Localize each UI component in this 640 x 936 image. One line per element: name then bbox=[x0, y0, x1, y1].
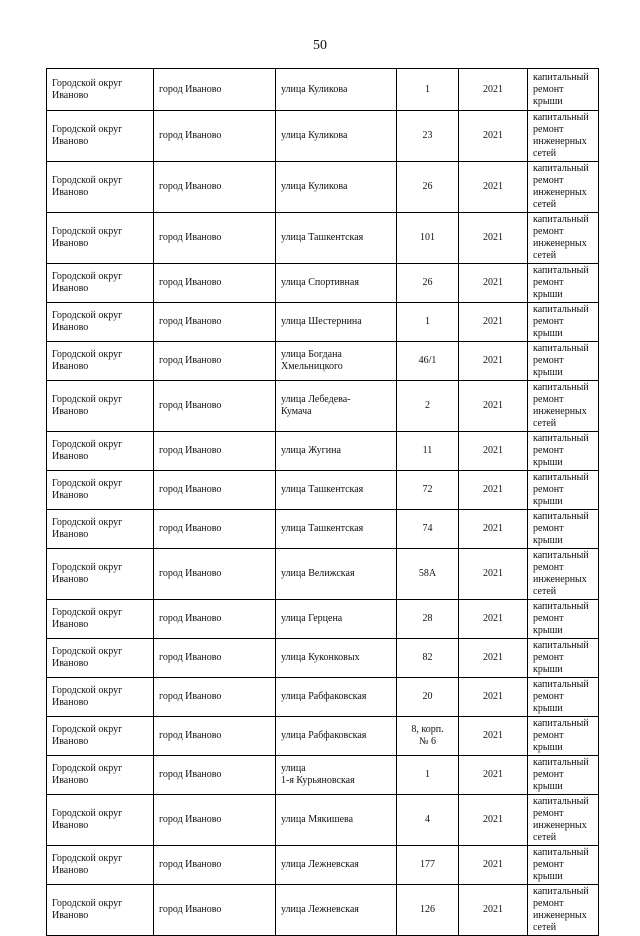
municipal-district-cell-text: Городской округ Иваново bbox=[52, 517, 123, 540]
settlement-cell bbox=[154, 885, 276, 936]
street-cell bbox=[276, 846, 397, 885]
municipal-district-cell-text: Городской округ Иваново bbox=[52, 853, 123, 876]
year-cell-text: 2021 bbox=[483, 730, 503, 741]
house-number-cell-text: 11 bbox=[422, 445, 433, 456]
municipal-district-cell-text: Городской округ Иваново bbox=[52, 607, 123, 630]
year-cell bbox=[459, 678, 528, 717]
repair-type-cell bbox=[528, 846, 599, 885]
settlement-cell bbox=[154, 381, 276, 432]
year-cell bbox=[459, 162, 528, 213]
street-cell-text: улица Куконковых bbox=[281, 652, 360, 663]
house-number-cell bbox=[397, 549, 459, 600]
year-cell-text: 2021 bbox=[483, 613, 503, 624]
municipal-district-cell-text: Городской округ Иваново bbox=[52, 685, 123, 708]
year-cell bbox=[459, 885, 528, 936]
municipal-district-cell-text: Городской округ Иваново bbox=[52, 349, 123, 372]
repair-type-cell-text: капитальный ремонт крыши bbox=[533, 757, 589, 792]
repair-type-cell bbox=[528, 600, 599, 639]
municipal-district-cell-text: Городской округ Иваново bbox=[52, 271, 123, 294]
year-cell-text: 2021 bbox=[483, 814, 503, 825]
house-number-cell bbox=[397, 381, 459, 432]
street-cell-text: улица Лежневская bbox=[281, 904, 359, 915]
table-row bbox=[47, 510, 599, 549]
house-number-cell bbox=[397, 342, 459, 381]
repair-type-cell bbox=[528, 432, 599, 471]
settlement-cell-text: город Иваново bbox=[159, 445, 222, 456]
house-number-cell bbox=[397, 639, 459, 678]
year-cell-text: 2021 bbox=[483, 769, 503, 780]
settlement-cell-text: город Иваново bbox=[159, 83, 222, 95]
year-cell bbox=[459, 342, 528, 381]
settlement-cell-text: город Иваново bbox=[159, 130, 222, 141]
repair-type-cell bbox=[528, 471, 599, 510]
street-cell-text: улица Куликова bbox=[281, 130, 348, 141]
house-number-cell-text: 26 bbox=[422, 277, 433, 288]
settlement-cell-text: город Иваново bbox=[159, 652, 222, 663]
street-cell-text: улица Рабфаковская bbox=[281, 691, 367, 702]
year-cell bbox=[459, 510, 528, 549]
repair-type-cell-text: капитальный ремонт крыши bbox=[533, 304, 589, 339]
year-cell-text: 2021 bbox=[483, 400, 503, 411]
settlement-cell-text: город Иваново bbox=[159, 859, 222, 870]
house-number-cell bbox=[397, 600, 459, 639]
settlement-cell-text: город Иваново bbox=[159, 277, 222, 288]
house-number-cell-text: 20 bbox=[422, 691, 433, 702]
house-number-cell bbox=[397, 678, 459, 717]
municipal-district-cell bbox=[47, 264, 154, 303]
municipal-district-cell bbox=[47, 303, 154, 342]
street-cell-text: улица 1-я Курьяновская bbox=[281, 763, 355, 786]
municipal-district-cell-text: Городской округ Иваново bbox=[52, 646, 123, 669]
municipal-district-cell bbox=[47, 846, 154, 885]
settlement-cell-text: город Иваново bbox=[159, 400, 222, 411]
house-number-cell bbox=[397, 432, 459, 471]
year-cell bbox=[459, 717, 528, 756]
house-number-cell-text: 177 bbox=[420, 859, 435, 870]
year-cell-text: 2021 bbox=[483, 691, 503, 702]
house-number-cell-text: 2 bbox=[425, 400, 430, 411]
street-cell bbox=[276, 510, 397, 549]
table-row bbox=[47, 111, 599, 162]
street-cell-text: улица Куликова bbox=[281, 83, 348, 95]
repair-type-cell-text: капитальный ремонт инженерных сетей bbox=[533, 796, 589, 843]
repair-type-cell-text: капитальный ремонт инженерных сетей bbox=[533, 550, 589, 597]
settlement-cell-text: город Иваново bbox=[159, 523, 222, 534]
settlement-cell bbox=[154, 432, 276, 471]
repair-type-cell-text: капитальный ремонт крыши bbox=[533, 343, 589, 378]
year-cell bbox=[459, 549, 528, 600]
municipal-district-cell bbox=[47, 600, 154, 639]
house-number-cell bbox=[397, 111, 459, 162]
year-cell bbox=[459, 795, 528, 846]
street-cell bbox=[276, 756, 397, 795]
year-cell bbox=[459, 471, 528, 510]
table-row bbox=[47, 213, 599, 264]
municipal-district-cell-text: Городской округ Иваново bbox=[52, 77, 123, 101]
house-number-cell bbox=[397, 162, 459, 213]
street-cell bbox=[276, 303, 397, 342]
street-cell bbox=[276, 111, 397, 162]
house-number-cell-text: 1 bbox=[425, 769, 430, 780]
repair-type-cell bbox=[528, 756, 599, 795]
repair-type-cell bbox=[528, 717, 599, 756]
municipal-district-cell-text: Городской округ Иваново bbox=[52, 724, 123, 747]
year-cell bbox=[459, 303, 528, 342]
repair-type-cell bbox=[528, 213, 599, 264]
street-cell-text: улица Мякишева bbox=[281, 814, 354, 825]
house-number-cell-text: 1 bbox=[425, 83, 430, 95]
settlement-cell bbox=[154, 471, 276, 510]
settlement-cell-text: город Иваново bbox=[159, 568, 222, 579]
municipal-district-cell-text: Городской округ Иваново bbox=[52, 763, 123, 786]
table-row bbox=[47, 264, 599, 303]
year-cell-text: 2021 bbox=[483, 445, 503, 456]
settlement-cell bbox=[154, 846, 276, 885]
repair-type-cell bbox=[528, 342, 599, 381]
municipal-district-cell-text: Городской округ Иваново bbox=[52, 898, 123, 921]
repair-type-cell bbox=[528, 111, 599, 162]
house-number-cell bbox=[397, 846, 459, 885]
street-cell-text: улица Ташкентская bbox=[281, 523, 364, 534]
street-cell bbox=[276, 213, 397, 264]
house-number-cell bbox=[397, 795, 459, 846]
street-cell-text: улица Богдана Хмельницкого bbox=[281, 349, 343, 372]
house-number-cell-text: 46/1 bbox=[418, 355, 437, 366]
settlement-cell bbox=[154, 162, 276, 213]
repair-type-cell-text: капитальный ремонт инженерных сетей bbox=[533, 163, 589, 210]
house-number-cell-text: 1 bbox=[425, 316, 430, 327]
street-cell bbox=[276, 678, 397, 717]
repair-type-cell bbox=[528, 162, 599, 213]
settlement-cell-text: город Иваново bbox=[159, 484, 222, 495]
house-number-cell-text: 72 bbox=[422, 484, 433, 495]
year-cell bbox=[459, 213, 528, 264]
settlement-cell bbox=[154, 510, 276, 549]
municipal-district-cell-text: Городской округ Иваново bbox=[52, 808, 123, 831]
repair-type-cell-text: капитальный ремонт инженерных сетей bbox=[533, 382, 589, 429]
repair-type-cell bbox=[528, 885, 599, 936]
settlement-cell bbox=[154, 264, 276, 303]
municipal-district-cell bbox=[47, 639, 154, 678]
municipal-district-cell bbox=[47, 162, 154, 213]
table-row bbox=[47, 432, 599, 471]
repair-type-cell-text: капитальный ремонт крыши bbox=[533, 511, 589, 546]
municipal-district-cell bbox=[47, 471, 154, 510]
house-number-cell-text: 74 bbox=[422, 523, 433, 534]
year-cell-text: 2021 bbox=[483, 484, 503, 495]
municipal-district-cell bbox=[47, 381, 154, 432]
settlement-cell-text: город Иваново bbox=[159, 730, 222, 741]
house-number-cell-text: 23 bbox=[422, 130, 433, 141]
house-number-cell-text: 126 bbox=[420, 904, 435, 915]
year-cell bbox=[459, 111, 528, 162]
repair-type-cell-text: капитальный ремонт инженерных сетей bbox=[533, 214, 589, 261]
repair-type-cell-text: капитальный ремонт инженерных сетей bbox=[533, 886, 589, 933]
settlement-cell bbox=[154, 600, 276, 639]
year-cell-text: 2021 bbox=[483, 652, 503, 663]
repair-type-cell bbox=[528, 303, 599, 342]
table-row bbox=[47, 846, 599, 885]
municipal-district-cell-text: Городской округ Иваново bbox=[52, 478, 123, 501]
house-number-cell-text: 101 bbox=[420, 232, 435, 243]
settlement-cell bbox=[154, 678, 276, 717]
table-row bbox=[47, 756, 599, 795]
street-cell bbox=[276, 717, 397, 756]
table-row bbox=[47, 69, 599, 111]
street-cell bbox=[276, 342, 397, 381]
municipal-district-cell bbox=[47, 432, 154, 471]
street-cell bbox=[276, 381, 397, 432]
street-cell bbox=[276, 471, 397, 510]
settlement-cell bbox=[154, 342, 276, 381]
repair-type-cell-text: капитальный ремонт инженерных сетей bbox=[533, 112, 589, 159]
repair-type-cell-text: капитальный ремонт крыши bbox=[533, 71, 589, 107]
street-cell-text: улица Шестернина bbox=[281, 316, 362, 327]
street-cell-text: улица Спортивная bbox=[281, 277, 359, 288]
settlement-cell-text: город Иваново bbox=[159, 181, 222, 192]
settlement-cell bbox=[154, 111, 276, 162]
street-cell bbox=[276, 600, 397, 639]
settlement-cell-text: город Иваново bbox=[159, 355, 222, 366]
house-number-cell bbox=[397, 303, 459, 342]
settlement-cell-text: город Иваново bbox=[159, 232, 222, 243]
street-cell-text: улица Ташкентская bbox=[281, 484, 364, 495]
settlement-cell-text: город Иваново bbox=[159, 613, 222, 624]
year-cell-text: 2021 bbox=[483, 130, 503, 141]
repair-type-cell bbox=[528, 510, 599, 549]
repair-type-cell-text: капитальный ремонт крыши bbox=[533, 718, 589, 753]
repair-type-cell bbox=[528, 795, 599, 846]
repair-type-cell bbox=[528, 264, 599, 303]
municipal-district-cell bbox=[47, 549, 154, 600]
house-number-cell bbox=[397, 756, 459, 795]
municipal-district-cell-text: Городской округ Иваново bbox=[52, 226, 123, 249]
municipal-district-cell bbox=[47, 678, 154, 717]
municipal-district-cell bbox=[47, 756, 154, 795]
municipal-district-cell bbox=[47, 510, 154, 549]
settlement-cell bbox=[154, 303, 276, 342]
street-cell-text: улица Лежневская bbox=[281, 859, 359, 870]
table-row bbox=[47, 639, 599, 678]
year-cell bbox=[459, 639, 528, 678]
municipal-district-cell bbox=[47, 69, 154, 111]
table-row bbox=[47, 303, 599, 342]
repair-type-cell bbox=[528, 381, 599, 432]
year-cell-text: 2021 bbox=[483, 316, 503, 327]
municipal-district-cell bbox=[47, 885, 154, 936]
street-cell-text: улица Рабфаковская bbox=[281, 730, 367, 741]
year-cell bbox=[459, 381, 528, 432]
repair-type-cell-text: капитальный ремонт крыши bbox=[533, 640, 589, 675]
street-cell-text: улица Герцена bbox=[281, 613, 343, 624]
house-number-cell bbox=[397, 510, 459, 549]
street-cell bbox=[276, 69, 397, 111]
house-number-cell bbox=[397, 213, 459, 264]
repair-type-cell-text: капитальный ремонт крыши bbox=[533, 679, 589, 714]
municipal-district-cell bbox=[47, 342, 154, 381]
settlement-cell bbox=[154, 795, 276, 846]
year-cell bbox=[459, 69, 528, 111]
house-number-cell bbox=[397, 717, 459, 756]
municipal-district-cell bbox=[47, 795, 154, 846]
table-row bbox=[47, 717, 599, 756]
repair-type-cell bbox=[528, 69, 599, 111]
year-cell bbox=[459, 846, 528, 885]
table-row bbox=[47, 795, 599, 846]
street-cell bbox=[276, 885, 397, 936]
municipal-district-cell-text: Городской округ Иваново bbox=[52, 310, 123, 333]
year-cell-text: 2021 bbox=[483, 859, 503, 870]
table-body bbox=[47, 69, 599, 936]
street-cell-text: улица Лебедева- Кумача bbox=[281, 394, 351, 417]
municipal-district-cell bbox=[47, 213, 154, 264]
house-number-cell-text: 26 bbox=[422, 181, 433, 192]
table-row bbox=[47, 162, 599, 213]
municipal-district-cell-text: Городской округ Иваново bbox=[52, 562, 123, 585]
repair-registry-table bbox=[46, 68, 599, 936]
street-cell bbox=[276, 162, 397, 213]
repair-type-cell-text: капитальный ремонт крыши bbox=[533, 433, 589, 468]
municipal-district-cell bbox=[47, 717, 154, 756]
repair-type-cell bbox=[528, 549, 599, 600]
settlement-cell-text: город Иваново bbox=[159, 904, 222, 915]
year-cell bbox=[459, 264, 528, 303]
settlement-cell-text: город Иваново bbox=[159, 769, 222, 780]
year-cell bbox=[459, 432, 528, 471]
year-cell bbox=[459, 600, 528, 639]
street-cell-text: улица Велижская bbox=[281, 568, 355, 579]
house-number-cell-text: 28 bbox=[422, 613, 433, 624]
year-cell bbox=[459, 756, 528, 795]
street-cell-text: улица Жугина bbox=[281, 445, 341, 456]
house-number-cell-text: 4 bbox=[425, 814, 430, 825]
table-row bbox=[47, 885, 599, 936]
year-cell-text: 2021 bbox=[483, 568, 503, 579]
municipal-district-cell-text: Городской округ Иваново bbox=[52, 394, 123, 417]
year-cell-text: 2021 bbox=[483, 181, 503, 192]
table-row bbox=[47, 381, 599, 432]
repair-type-cell-text: капитальный ремонт крыши bbox=[533, 472, 589, 507]
house-number-cell bbox=[397, 69, 459, 111]
street-cell bbox=[276, 432, 397, 471]
house-number-cell-text: 58А bbox=[418, 568, 437, 579]
municipal-district-cell-text: Городской округ Иваново bbox=[52, 439, 123, 462]
municipal-district-cell-text: Городской округ Иваново bbox=[52, 124, 123, 147]
year-cell-text: 2021 bbox=[483, 83, 503, 95]
house-number-cell bbox=[397, 471, 459, 510]
year-cell-text: 2021 bbox=[483, 277, 503, 288]
house-number-cell-text: 8, корп. № 6 bbox=[411, 724, 444, 747]
table-row bbox=[47, 342, 599, 381]
table-row bbox=[47, 471, 599, 510]
repair-type-cell bbox=[528, 639, 599, 678]
settlement-cell bbox=[154, 549, 276, 600]
settlement-cell-text: город Иваново bbox=[159, 316, 222, 327]
street-cell bbox=[276, 264, 397, 303]
settlement-cell bbox=[154, 639, 276, 678]
settlement-cell-text: город Иваново bbox=[159, 814, 222, 825]
year-cell-text: 2021 bbox=[483, 232, 503, 243]
street-cell-text: улица Ташкентская bbox=[281, 232, 364, 243]
street-cell bbox=[276, 639, 397, 678]
table-row bbox=[47, 549, 599, 600]
repair-type-cell-text: капитальный ремонт крыши bbox=[533, 601, 589, 636]
page-number: 50 bbox=[313, 38, 327, 53]
table-row bbox=[47, 678, 599, 717]
table-row bbox=[47, 600, 599, 639]
street-cell-text: улица Куликова bbox=[281, 181, 348, 192]
year-cell-text: 2021 bbox=[483, 355, 503, 366]
year-cell-text: 2021 bbox=[483, 523, 503, 534]
settlement-cell-text: город Иваново bbox=[159, 691, 222, 702]
settlement-cell bbox=[154, 69, 276, 111]
municipal-district-cell bbox=[47, 111, 154, 162]
settlement-cell bbox=[154, 213, 276, 264]
street-cell bbox=[276, 795, 397, 846]
street-cell bbox=[276, 549, 397, 600]
repair-type-cell-text: капитальный ремонт крыши bbox=[533, 847, 589, 882]
repair-type-cell-text: капитальный ремонт крыши bbox=[533, 265, 589, 300]
house-number-cell bbox=[397, 264, 459, 303]
municipal-district-cell-text: Городской округ Иваново bbox=[52, 175, 123, 198]
house-number-cell-text: 82 bbox=[422, 652, 433, 663]
year-cell-text: 2021 bbox=[483, 904, 503, 915]
repair-type-cell bbox=[528, 678, 599, 717]
settlement-cell bbox=[154, 756, 276, 795]
settlement-cell bbox=[154, 717, 276, 756]
house-number-cell bbox=[397, 885, 459, 936]
